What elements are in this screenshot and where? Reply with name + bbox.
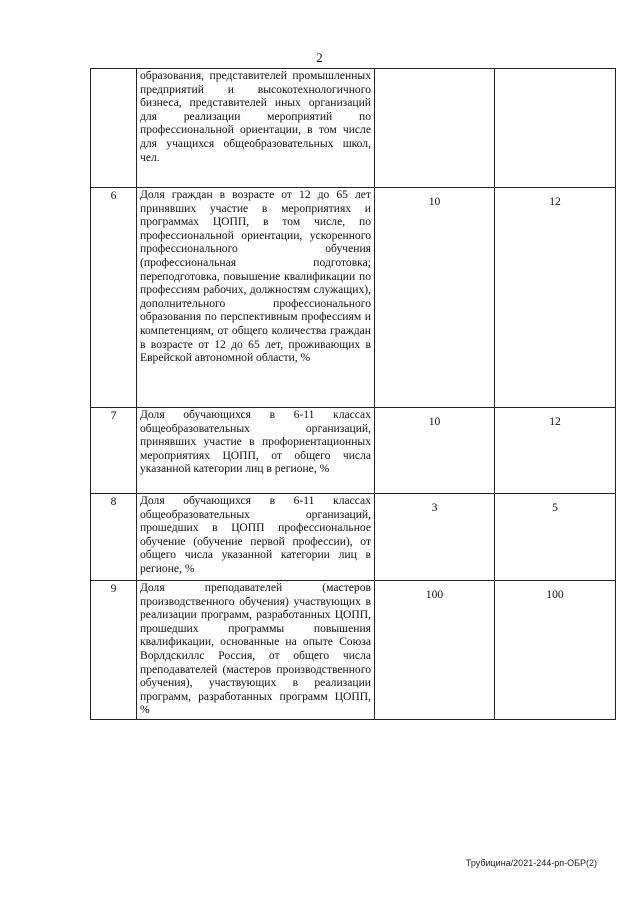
row-value-1 [375,494,495,581]
indicators-table [90,68,616,720]
row-value-2 [495,69,616,188]
value-1-text: 3 [431,501,438,514]
table-row [91,408,616,494]
value-1-text: 10 [428,195,441,208]
value-2-text: 5 [552,501,558,514]
row-number [91,69,137,188]
value-2-text: 12 [549,415,561,428]
row-value-2 [495,408,616,494]
document-code: Трубицина/2021-244-рп-ОБР(2) [465,858,597,868]
row-value-1 [375,581,495,720]
row-number: 6 [91,188,137,408]
row-description: Доля преподавателей (мастеров производственного обучения) участвующих в реализации программ, разработанных ЦОПП, прошедших программы повышения квалификации, основанные на опыте Союза Ворлдскиллс Россия, от общего числа преподавателей (мастеров производственного обучения), участвующих в реализации программ, разработанных программ ЦОПП, % [137,581,375,720]
row-value-1 [375,408,495,494]
row-number: 8 [91,494,137,581]
row-description: образования, представителей промышленных предприятий и высокотехнологичного бизнеса, представителей иных организаций для реализации мероприятий по профессиональной ориентации, в том числе для учащихся общеобразовательных школ, чел. [137,69,375,188]
value-1-text: 10 [428,415,441,428]
value-1-text: 100 [425,588,444,601]
row-description: Доля обучающихся в 6-11 классах общеобразовательных организаций, прошедших в ЦОПП профессиональное обучение (обучение первой профессии), от общего числа указанной категории лиц в регионе, % [137,494,375,581]
table-row [91,494,616,581]
row-value-2 [495,494,616,581]
row-number: 7 [91,408,137,494]
row-value-2 [495,581,616,720]
row-value-1 [375,69,495,188]
value-2-text: 100 [546,588,564,601]
table-row [91,188,616,408]
row-value-1 [375,188,495,408]
table-row [91,581,616,720]
value-2-text: 12 [549,195,561,208]
row-description: Доля обучающихся в 6-11 классах общеобразовательных организаций, принявших участие в профориентационных мероприятиях ЦОПП, от общего числа указанной категории лиц в регионе, % [137,408,375,494]
row-description: Доля граждан в возрасте от 12 до 65 лет принявших участие в мероприятиях и программах ЦОПП, в том числе, по профессиональной ориентации, ускоренного профессионального обучения (профессиональная подготовка; переподготовка, повышение квалификации по профессиям рабочих, должностям служащих), дополнительного профессионального образования по перспективным профессиям и компетенциям, от общего количества граждан в возрасте от 12 до 65 лет, проживающих в Еврейской автономной области, % [137,188,375,408]
row-value-2 [495,188,616,408]
page-number: 2 [316,50,323,65]
table-row [91,69,616,188]
row-number: 9 [91,581,137,720]
